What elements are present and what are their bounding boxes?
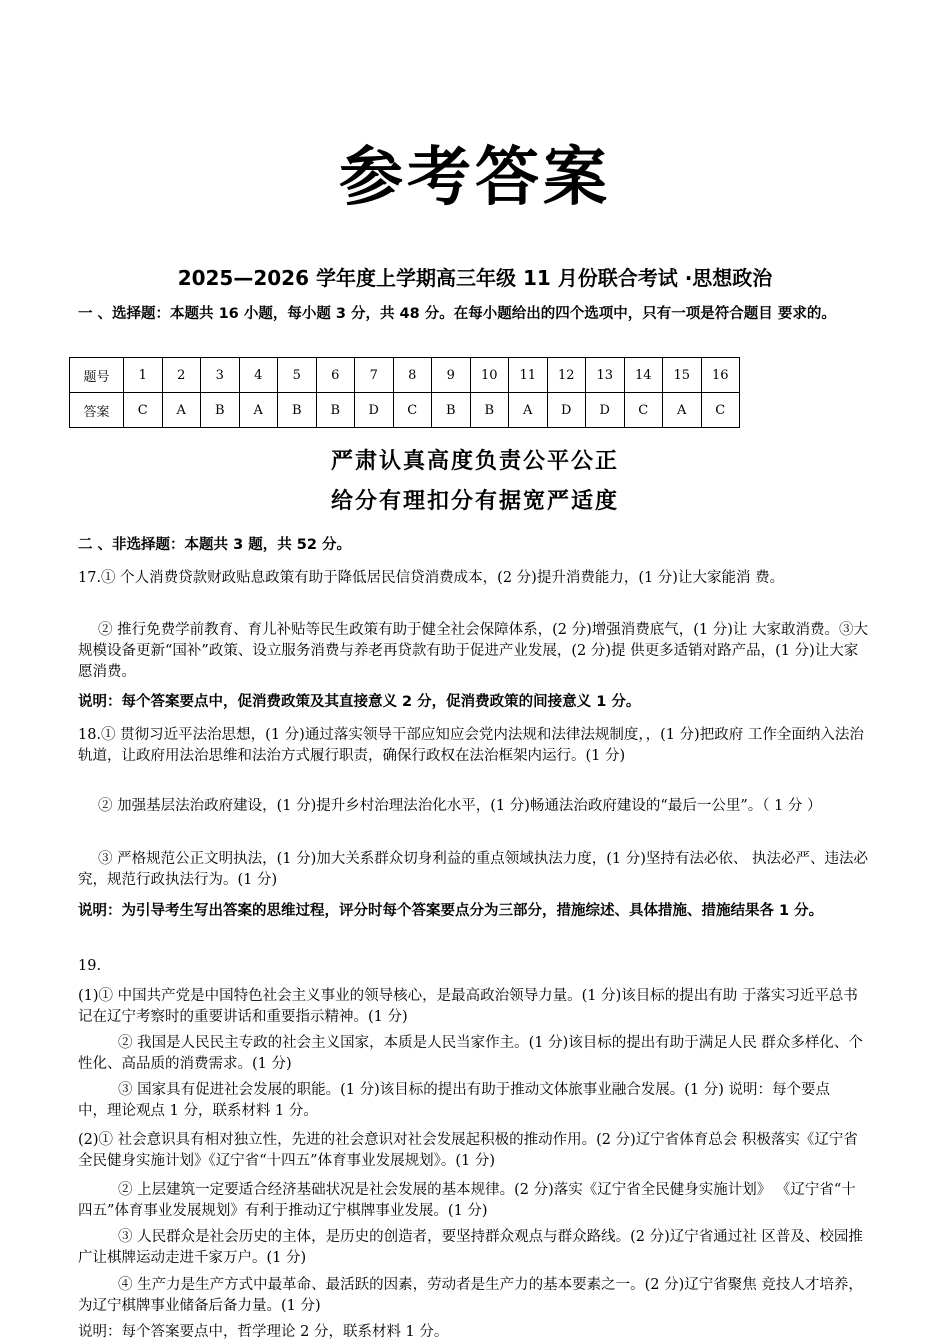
answer-cell: A (663, 393, 702, 428)
question-number: 12 (547, 358, 586, 393)
answer-cell: C (124, 393, 163, 428)
q17-note: 说明：每个答案要点中，促消费政策及其直接意义 2 分，促消费政策的间接意义 1 分。 (78, 694, 641, 710)
answer-cell: B (278, 393, 317, 428)
q19-part1-point-3: ③ 国家具有促进社会发展的职能。(1 分)该目标的提出有助于推动文体旅事业融合发展。(1 分) 说明：每个要点中，理论观点 1 分，联系材料 1 分。 (78, 1082, 831, 1119)
row-label: 答案 (70, 393, 124, 428)
answer-cell: A (162, 393, 201, 428)
q19-part2-point-2: ② 上层建筑一定要适合经济基础状况是社会发展的基本规律。(2 分)落实《辽宁省全民健身实施计划》 《辽宁省“十四五”体育事业发展规划》有利于推动辽宁棋牌事业发展。(1 分) (78, 1182, 856, 1219)
question-number: 8 (393, 358, 432, 393)
question-number: 11 (509, 358, 548, 393)
question-number: 4 (239, 358, 278, 393)
q19-part2-point-4: ④ 生产力是生产方式中最革命、最活跃的因素，劳动者是生产力的基本要素之一。(2 分)辽宁省聚焦 竞技人才培养，为辽宁棋牌事业储备后备力量。(1 分) (78, 1277, 863, 1314)
question-number: 1 (124, 358, 163, 393)
answer-cell: C (701, 393, 740, 428)
q18-point-1: 18.① 贯彻习近平法治思想，(1 分)通过落实领导干部应知应会党内法规和法律法规制度，，(1 分)把政府 工作全面纳入法治轨道，让政府用法治思维和法治方式履行职责，确保行政权在法治框架内运行。(1 分) (78, 727, 864, 764)
section1-instructions: 一 、选择题：本题共 16 小题，每小题 3 分，共 48 分。在每小题给出的四个选项中，只有一项是符合题目 要求的。 (78, 306, 836, 322)
question-number-row (70, 358, 740, 393)
q19-part2-point-1: (2)① 社会意识具有相对独立性，先进的社会意识对社会发展起积极的推动作用。(2 分)辽宁省体育总会 积极落实《辽宁省全民健身实施计划》《辽宁省“十四五”体育事业发展规划》。(1 分) (78, 1132, 858, 1169)
answer-cell: A (509, 393, 548, 428)
question-number: 3 (201, 358, 240, 393)
q18-point-2: ② 加强基层法治政府建设，(1 分)提升乡村治理法治化水平，(1 分)畅通法治政府建设的“最后一公里”。（ 1 分 ） (98, 798, 822, 814)
row-label: 题号 (70, 358, 124, 393)
answer-cell: B (470, 393, 509, 428)
q19-number: 19. (78, 958, 102, 974)
question-number: 16 (701, 358, 740, 393)
answer-cell: D (547, 393, 586, 428)
answer-cell: D (355, 393, 394, 428)
answer-cell: A (239, 393, 278, 428)
answer-row (70, 393, 740, 428)
q18-note: 说明：为引导考生写出答案的思维过程，评分时每个答案要点分为三部分，措施综述、具体措施、措施结果各 1 分。 (78, 903, 824, 919)
page-title: 参考答案 (339, 141, 611, 215)
grading-slogan: 严肃认真高度负责公平公正 (330, 449, 619, 474)
answer-cell: C (393, 393, 432, 428)
answer-cell: D (586, 393, 625, 428)
q19-note: 说明：每个答案要点中，哲学理论 2 分，联系材料 1 分。 (78, 1324, 449, 1340)
answer-cell: B (432, 393, 471, 428)
q18-point-3: ③ 严格规范公正文明执法，(1 分)加大关系群众切身利益的重点领域执法力度，(1 分)坚持有法必依、 执法必严、违法必究，规范行政执法行为。(1 分) (78, 851, 869, 888)
q17-point-1: 17.① 个人消费贷款财政贴息政策有助于降低居民信贷消费成本，(2 分)提升消费能力，(1 分)让大家能消 费。 (78, 570, 785, 586)
q17-point-2: ② 推行免费学前教育、育儿补贴等民生政策有助于健全社会保障体系，(2 分)增强消费底气，(1 分)让 大家敢消费。③大规模设备更新“国补”政策、设立服务消费与养老再贷款有助于促进产业发展，(2 分)提 供更多适销对路产品，(1 分)让大家愿消费。 (78, 622, 869, 680)
question-number: 13 (586, 358, 625, 393)
question-number: 2 (162, 358, 201, 393)
question-number: 15 (663, 358, 702, 393)
q19-part1-point-1: (1)① 中国共产党是中国特色社会主义事业的领导核心，是最高政治领导力量。(1 分)该目标的提出有助 于落实习近平总书记在辽宁考察时的重要讲话和重要指示精神。(1 分) (78, 988, 858, 1025)
section2-heading: 二 、非选择题：本题共 3 题，共 52 分。 (78, 537, 352, 553)
q19-part1-point-2: ② 我国是人民民主专政的社会主义国家，本质是人民当家作主。(1 分)该目标的提出有助于满足人民 群众多样化、个性化、高品质的消费需求。(1 分) (78, 1035, 863, 1072)
question-number: 7 (355, 358, 394, 393)
question-number: 6 (316, 358, 355, 393)
grading-slogan: 给分有理扣分有据宽严适度 (330, 489, 619, 514)
answer-table (69, 357, 740, 428)
question-number: 5 (278, 358, 317, 393)
q19-part2-point-3: ③ 人民群众是社会历史的主体，是历史的创造者，要坚持群众观点与群众路线。(2 分)辽宁省通过社 区普及、校园推广让棋牌运动走进千家万户。(1 分) (78, 1229, 863, 1266)
exam-subtitle: 2025—2026 学年度上学期高三年级 11 月份联合考试 ·思想政治 (177, 266, 773, 290)
answer-cell: B (201, 393, 240, 428)
answer-cell: B (316, 393, 355, 428)
question-number: 10 (470, 358, 509, 393)
question-number: 9 (432, 358, 471, 393)
answer-cell: C (624, 393, 663, 428)
question-number: 14 (624, 358, 663, 393)
